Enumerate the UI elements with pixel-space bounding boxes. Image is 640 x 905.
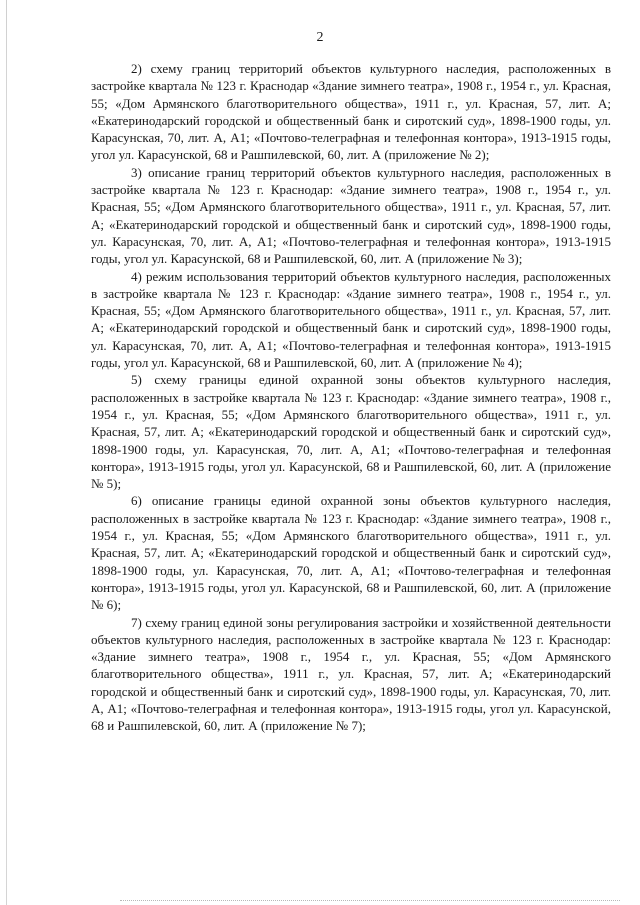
list-item-appendix-6: 6) описание границы единой охранной зоны объектов культурного наследия, расположенных в застройке квартала № 123 г. Краснодар: «Здание зимнего театра», 1908 г., 1954 г., ул. Красная, 55; «Дом Армянского благотворительного общества», 1911 г., ул. Красная, 57, лит. А; «Екатеринодарский городской и общественный банк и сиротский суд», 1898-1900 годы, ул. Карасунская, 70, лит. А, А1; «Почтово-телеграфная и телефонная контора», 1913-1915 годы, угол ул. Карасунской, 68 и Рашпилевской, 60, лит. А (приложение № 6); [91,493,611,613]
list-item-appendix-2: 2) схему границ территорий объектов культурного наследия, расположенных в застройке квартала № 123 г. Краснодар «Здание зимнего театра», 1908 г., 1954 г., ул. Красная, 55; «Дом Армянского благотворительного общества», 1911 г., ул. Красная, 57, лит. А; «Екатеринодарский городской и общественный банк и сиротский суд», 1898-1900 годы, ул. Карасунская, 70, лит. А, А1; «Почтово-телеграфная и телефонная контора», 1913-1915 годы, угол ул. Карасунской, 68 и Рашпилевской, 60, лит. А (приложение № 2); [91,61,611,163]
scan-edge-bottom [120,899,620,901]
list-item-appendix-5: 5) схему границы единой охранной зоны объектов культурного наследия, расположенных в застройке квартала № 123 г. Краснодар: «Здание зимнего театра», 1908 г., 1954 г., ул. Красная, 55; «Дом Армянского благотворительного общества», 1911 г., ул. Красная, 57, лит. А; «Екатеринодарский городской и общественный банк и сиротский суд», 1898-1900 годы, ул. Карасунская, 70, лит. А, А1; «Почтово-телеграфная и телефонная контора», 1913-1915 годы, угол ул. Карасунской, 68 и Рашпилевской, 60, лит. А (приложение № 5); [91,372,611,492]
list-item-appendix-7: 7) схему границ единой зоны регулирования застройки и хозяйственной деятельности объектов культурного наследия, расположенных в застройке квартала № 123 г. Краснодар: «Здание зимнего театра», 1908 г., 1954 г., ул. Красная, 55; «Дом Армянского благотворительного общества», 1911 г., ул. Красная, 57, лит. А; «Екатеринодарский городской и общественный банк и сиротский суд», 1898-1900 годы, ул. Карасунская, 70, лит. А, А1; «Почтово-телеграфная и телефонная контора», 1913-1915 годы, угол ул. Карасунской, 68 и Рашпилевской, 60, лит. А (приложение № 7); [91,614,611,734]
page-number: 2 [316,30,324,45]
list-item-appendix-4: 4) режим использования территорий объектов культурного наследия, расположенных в застройке квартала № 123 г. Краснодар: «Здание зимнего театра», 1908 г., 1954 г., ул. Красная, 55; «Дом Армянского благотворительного общества», 1911 г., ул. Красная, 57, лит. А; «Екатеринодарский городской и общественный банк и сиротский суд», 1898-1900 годы, ул. Карасунская, 70, лит. А, А1; «Почтово-телеграфная и телефонная контора», 1913-1915 годы, угол ул. Карасунской, 68 и Рашпилевской, 60, лит. А (приложение № 4); [91,268,611,371]
document-body [91,60,611,735]
list-item-appendix-3: 3) описание границ территорий объектов культурного наследия, расположенных в застройке квартала № 123 г. Краснодар: «Здание зимнего театра», 1908 г., 1954 г., ул. Красная, 55; «Дом Армянского благотворительного общества», 1911 г., ул. Красная, 57, лит. А; «Екатеринодарский городской и общественный банк и сиротский суд», 1898-1900 годы, ул. Карасунская, 70, лит. А, А1; «Почтово-телеграфная и телефонная контора», 1913-1915 годы, угол ул. Карасунской, 68 и Рашпилевской, 60, лит. А (приложение № 3); [91,164,611,267]
scan-edge-left [6,0,7,905]
